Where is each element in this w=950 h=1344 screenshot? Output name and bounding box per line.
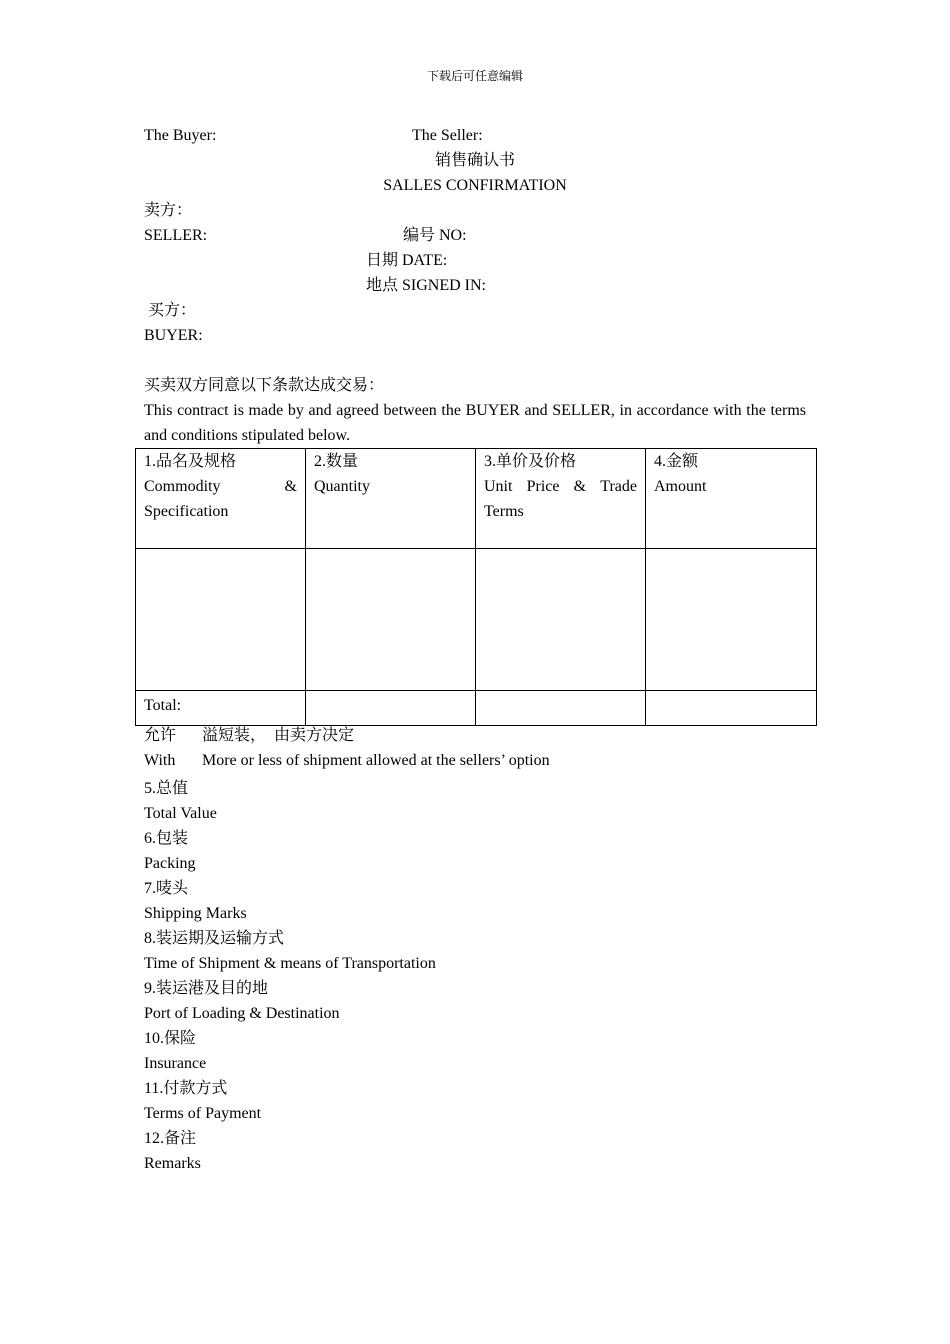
clause-shipping-marks-en: Shipping Marks (144, 905, 247, 922)
unit-price-cn: 3.单价及价格 (484, 453, 577, 470)
unit-price-en-c: Trade (600, 478, 637, 495)
buyer-label: The Buyer: (144, 127, 217, 144)
total-cell-quantity[interactable] (306, 691, 476, 726)
unit-price-en-d: Terms (484, 503, 524, 520)
title-en: SALLES CONFIRMATION (383, 177, 567, 194)
body-cell-amount[interactable] (646, 549, 817, 691)
clause-time-of-shipment-cn: 8.装运期及运输方式 (144, 930, 285, 947)
commodity-en-a: Commodity (144, 478, 221, 495)
clause-remarks-en: Remarks (144, 1155, 201, 1172)
body-cell-unit-price[interactable] (476, 549, 646, 691)
clause-time-of-shipment-en: Time of Shipment & means of Transportation (144, 955, 436, 972)
tolerance-en-a: With (144, 752, 176, 769)
commodity-en-line (144, 474, 297, 499)
tolerance-cn-a: 允许 (144, 727, 177, 744)
tolerance-en-b: More or less of shipment allowed at the sellers’ option (202, 752, 550, 769)
agreement-en: This contract is made by and agreed between the BUYER and SELLER, in accordance with the terms and conditions stipulated below. (144, 402, 806, 444)
commodity-en-amp: & (284, 478, 297, 495)
clause-total-value-cn: 5.总值 (144, 780, 189, 797)
clause-list (144, 776, 806, 1176)
goods-table (135, 448, 817, 726)
unit-price-en-a: Unit (484, 478, 513, 495)
table-total-row (136, 691, 817, 726)
quantity-en: Quantity (314, 478, 370, 495)
seller-en-label: SELLER: (144, 227, 208, 244)
clause-total-value-en: Total Value (144, 805, 217, 822)
signed-in-label: 地点 SIGNED IN: (366, 277, 486, 294)
clause-packing-cn: 6.包装 (144, 830, 189, 847)
clause-port-cn: 9.装运港及目的地 (144, 980, 269, 997)
unit-price-en-line (484, 474, 637, 499)
header-cell-quantity (306, 449, 476, 549)
body-cell-quantity[interactable] (306, 549, 476, 691)
seller-label: The Seller: (412, 127, 483, 144)
unit-price-en-b: Price (526, 478, 560, 495)
quantity-cn: 2.数量 (314, 453, 359, 470)
table-body-row (136, 549, 817, 691)
unit-price-en-amp: & (573, 478, 587, 495)
clause-insurance-en: Insurance (144, 1055, 207, 1072)
clause-remarks-cn: 12.备注 (144, 1130, 197, 1147)
total-cell-unit-price[interactable] (476, 691, 646, 726)
total-cell-amount[interactable] (646, 691, 817, 726)
title-cn: 销售确认书 (434, 152, 515, 169)
seller-cn-label: 卖方： (144, 202, 193, 219)
table-header-row (136, 449, 817, 549)
commodity-cn: 1.品名及规格 (144, 453, 237, 470)
clause-port-en: Port of Loading & Destination (144, 1005, 340, 1022)
amount-cn: 4.金额 (654, 453, 699, 470)
header-cell-amount (646, 449, 817, 549)
header-cell-unit-price (476, 449, 646, 549)
buyer-en-label: BUYER: (144, 327, 203, 344)
clause-packing-en: Packing (144, 855, 196, 872)
date-label: 日期 DATE: (366, 252, 448, 269)
body-cell-commodity[interactable] (136, 549, 306, 691)
agreement-cn: 买卖双方同意以下条款达成交易： (144, 377, 385, 394)
number-label: 编号 NO: (403, 227, 467, 244)
commodity-en-b: Specification (144, 503, 229, 520)
tolerance-cn-b: 溢短装， 由卖方决定 (202, 727, 355, 744)
header-note: 下载后可任意编辑 (426, 69, 523, 83)
clause-payment-en: Terms of Payment (144, 1105, 262, 1122)
clause-insurance-cn: 10.保险 (144, 1030, 197, 1047)
clause-payment-cn: 11.付款方式 (144, 1080, 228, 1097)
buyer-cn-label: 买方： (144, 302, 197, 319)
amount-en: Amount (654, 478, 707, 495)
header-cell-commodity (136, 449, 306, 549)
clause-shipping-marks-cn: 7.唛头 (144, 880, 189, 897)
total-label: Total: (136, 691, 306, 726)
